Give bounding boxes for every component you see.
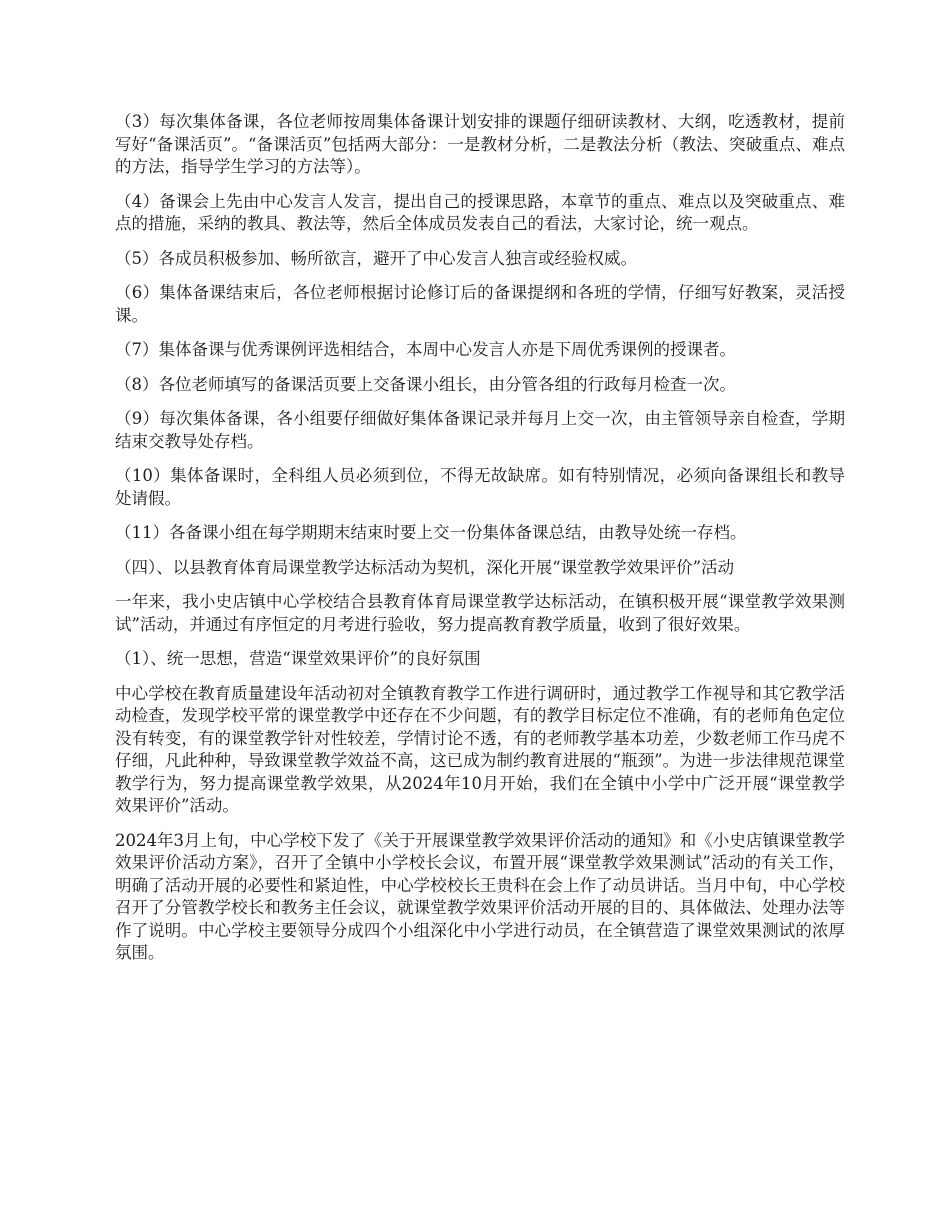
paragraph-item-8: （8）各位老师填写的备课活页要上交备课小组长，由分管各组的行政每月检查一次。 bbox=[115, 374, 736, 394]
document-body bbox=[115, 111, 845, 977]
paragraph-item-3: （3）每次集体备课，各位老师按周集体备课计划安排的课题仔细研读教材、大纲，吃透教材，提前写好“备课活页”。“备课活页”包括两大部分：一是教材分析，二是教法分析（教法、突破重点、难点的方法，指导学生学习的方法等）。 bbox=[115, 112, 845, 176]
paragraph-background: 中心学校在教育质量建设年活动初对全镇教育教学工作进行调研时，通过教学工作视导和其它教学活动检查，发现学校平常的课堂教学中还存在不少问题，有的教学目标定位不准确，有的老师角色定位没有转变，有的课堂教学针对性较差，学情讨论不透，有的老师教学基本功差，少数老师工作马虎不仔细，凡此种种，导致课堂教学效益不高，这已成为制约教育进展的“瓶颈”。为进一步法律规范课堂教学行为，努力提高课堂教学效果，从2024年10月开始，我们在全镇中小学中广泛开展“课堂教学效果评价”活动。 bbox=[115, 683, 845, 815]
paragraph-implementation: 2024年3月上旬，中心学校下发了《关于开展课堂教学效果评价活动的通知》和《小史店镇课堂教学效果评价活动方案》，召开了全镇中小学校长会议，布置开展“课堂教学效果测试”活动的有关工作，明确了活动开展的必要性和紧迫性，中心学校校长王贵科在会上作了动员讲话。当月中旬，中心学校召开了分管教学校长和教务主任会议，就课堂教学效果评价活动开展的目的、具体做法、处理办法等作了说明。中心学校主要领导分成四个小组深化中小学进行动员，在全镇营造了课堂效果测试的浓厚氛围。 bbox=[115, 830, 845, 962]
paragraph-item-10: （10）集体备课时，全科组人员必须到位，不得无故缺席。如有特别情况，必须向备课组长和教导处请假。 bbox=[115, 466, 845, 508]
section-heading-4: （四）、以县教育体育局课堂教学达标活动为契机，深化开展“课堂教学效果评价”活动 bbox=[115, 557, 735, 577]
paragraph-summary: 一年来，我小史店镇中心学校结合县教育体育局课堂教学达标活动，在镇积极开展“课堂教学效果测试”活动，并通过有序恒定的月考进行验收，努力提高教育教学质量，收到了很好效果。 bbox=[115, 592, 845, 634]
paragraph-item-5: （5）各成员积极参加、畅所欲言，避开了中心发言人独言或经验权威。 bbox=[115, 248, 637, 268]
paragraph-item-6: （6）集体备课结束后，各位老师根据讨论修订后的备课提纲和各班的学情，仔细写好教案，灵活授课。 bbox=[115, 283, 845, 325]
paragraph-item-4: （4）备课会上先由中心发言人发言，提出自己的授课思路，本章节的重点、难点以及突破重点、难点的措施，采纳的教具、教法等，然后全体成员发表自己的看法，大家讨论，统一观点。 bbox=[115, 191, 845, 233]
paragraph-item-9: （9）每次集体备课，各小组要仔细做好集体备课记录并每月上交一次，由主管领导亲自检查，学期结束交教导处存档。 bbox=[115, 409, 845, 451]
paragraph-item-11: （11）各备课小组在每学期期末结束时要上交一份集体备课总结，由教导处统一存档。 bbox=[115, 523, 747, 542]
subsection-heading-1: （1）、统一思想，营造“课堂效果评价”的良好氛围 bbox=[115, 649, 481, 668]
paragraph-item-7: （7）集体备课与优秀课例评选相结合，本周中心发言人亦是下周优秀课例的授课者。 bbox=[115, 340, 736, 359]
